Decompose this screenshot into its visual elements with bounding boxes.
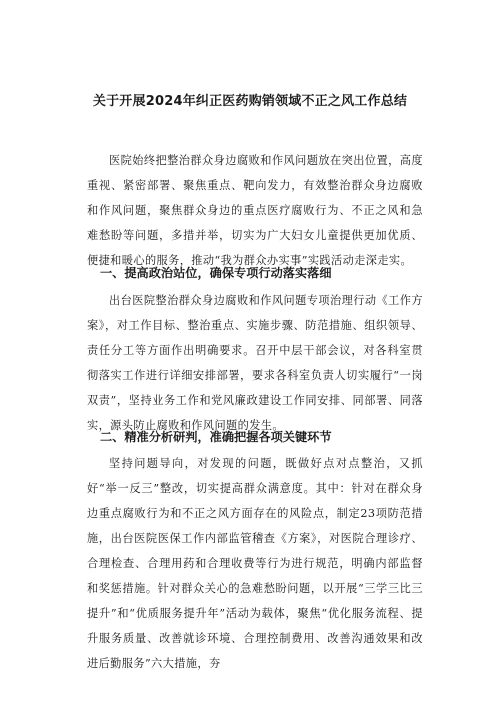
document-title: 关于开展2024年纠正医药购销领域不正之风工作总结: [92, 94, 408, 109]
section-2-heading: 二、精准分析研判，准确把握各项关键环节: [100, 430, 332, 444]
section-1-heading: 一、提高政治站位，确保专项行动落实落细: [100, 266, 332, 280]
section-1-paragraph: 出台医院整治群众身边腐败和作风问题专项治理行动《工作方案》，对工作目标、整治重点、实施步骤、防范措施、组织领导、责任分工等方面作出明确要求。召开中层干部会议，对各科室贯彻落实工作进行详细安排部署，要求各科室负责人切实履行“一岗双责”，坚持业务工作和党风廉政建设工作同安排、同部署、同落实，源头防止腐败和作风问题的发生。: [87, 294, 423, 432]
intro-paragraph: 医院始终把整治群众身边腐败和作风问题放在突出位置，高度重视、紧密部署、聚焦重点、靶向发力，有效整治群众身边腐败和作风问题，聚焦群众身边的重点医疗腐败行为、不正之风和急难愁盼等问题，多措并举，切实为广大妇女儿童提供更加优质、便捷和暖心的服务，推动“我为群众办实事”实践活动走深走实。: [87, 154, 423, 267]
section-2-paragraph: 坚持问题导向，对发现的问题，既做好点对点整治，又抓好“举一反三”整改，切实提高群众满意度。其中：针对在群众身边重点腐败行为和不正之风方面存在的风险点，制定23项防范措施，出台医院医保工作内部监管稽查《方案》，对医院合理诊疗、合理检查、合理用药和合理收费等行为进行规范，明确内部监督和奖惩措施。针对群众关心的急难愁盼问题，以开展“三学三比三提升”和“优质服务提升年”活动为载体，聚焦“优化服务流程、提升服务质量、改善就诊环境、合理控制费用、改善沟通效果和改进后勤服务”六大措施，夯: [87, 457, 423, 670]
